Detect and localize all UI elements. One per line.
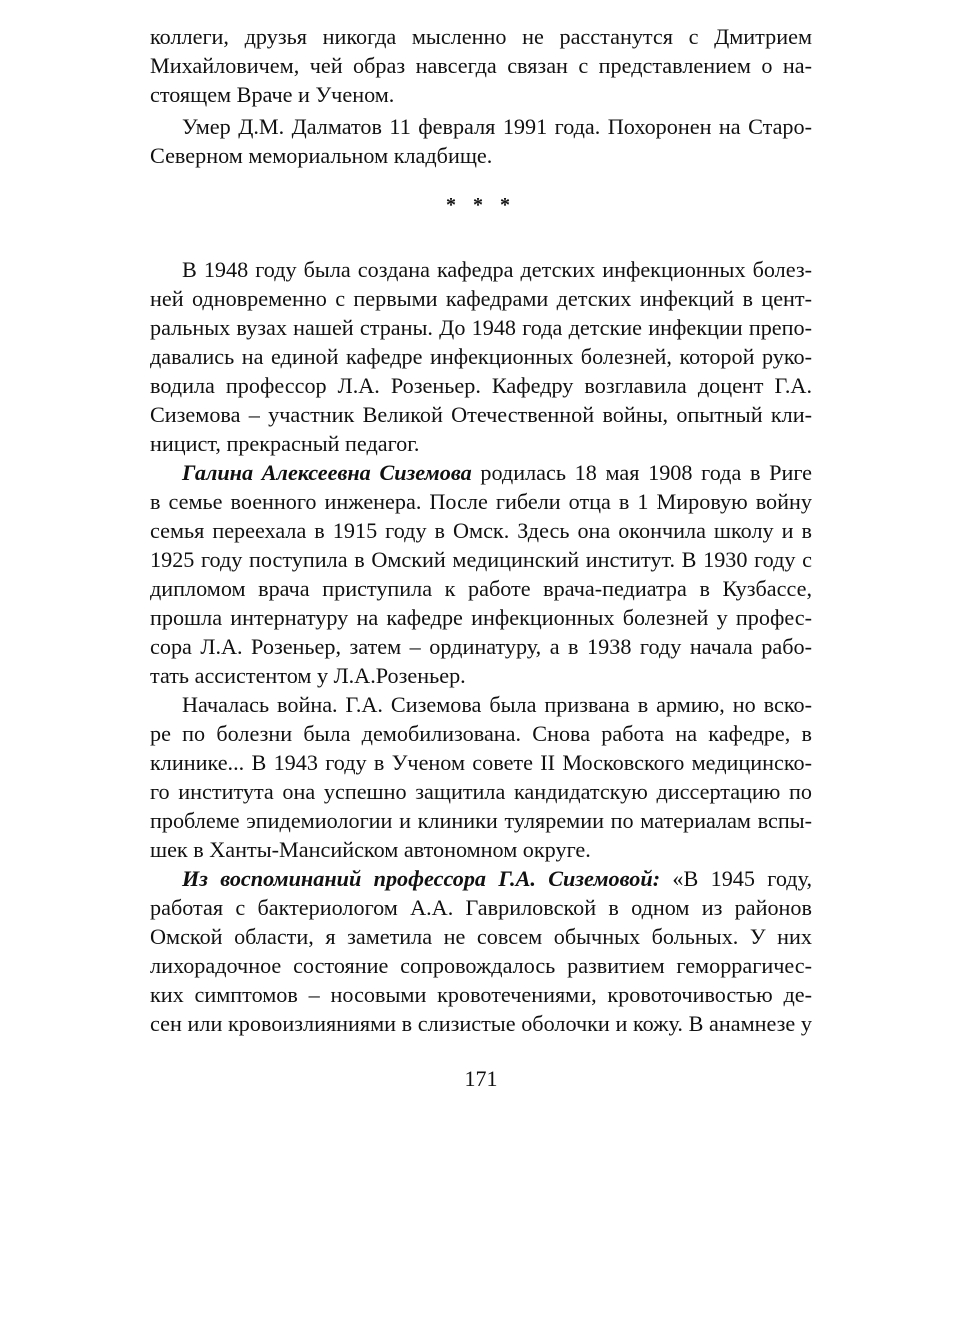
text-line: работая с бактериологом А.А. Гавриловской в одном из районов	[150, 895, 812, 920]
text-line: ницист, прекрасный педагог.	[150, 431, 420, 456]
text-line: стоящем Враче и Ученом.	[150, 82, 395, 107]
text-line: 1925 году поступила в Омский медицинский институт. В 1930 году с	[150, 547, 812, 572]
text-line: сен или кровоизлияниями в слизистые оболочки и кожу. В анамнезе у	[150, 1011, 812, 1036]
page-number: 171	[464, 1066, 498, 1091]
text-line: дипломом врача приступила к работе врача-педиатра в Кузбассе,	[150, 576, 812, 601]
section-separator: * * *	[446, 194, 516, 216]
paragraph-biography	[150, 458, 812, 690]
paragraph-department-history	[150, 255, 812, 458]
text-line: Северном мемориальном кладбище.	[150, 143, 493, 168]
text-run: «В 1945 году,	[660, 866, 812, 891]
text-line: Омской области, я заметила не совсем обычных больных. У них	[150, 924, 812, 949]
text-line: В 1948 году была создана кафедра детских инфекционных болез-	[182, 257, 812, 282]
text-line: семья переехала в 1915 году в Омск. Здесь она окончила школу и в	[150, 518, 812, 543]
text-line: водила профессор Л.А. Розеньер. Кафедру возглавила доцент Г.А.	[150, 373, 812, 398]
text-line: ней одновременно с первыми кафедрами детских инфекций в цент-	[150, 286, 812, 311]
text-line: проблеме эпидемиологии и клиники туляремии по материалам вспы-	[150, 808, 812, 833]
text-line: в семье военного инженера. После гибели отца в 1 Мировую войну	[150, 489, 812, 514]
text-line: го института она успешно защитила кандидатскую диссертацию по	[150, 779, 812, 804]
text-line: сора Л.А. Розеньер, затем – ординатуру, а в 1938 году начала рабо-	[150, 634, 812, 659]
text-run: родилась 18 мая 1908 года в Риге	[471, 460, 812, 485]
text-line: Началась война. Г.А. Сиземова была призвана в армию, но вско-	[182, 692, 812, 717]
paragraph-death-notice	[150, 112, 812, 170]
text-line: клинике... В 1943 году в Ученом совете II Московского медицинско-	[150, 750, 812, 775]
text-line: Сиземова – участник Великой Отечественной войны, опытный кли-	[150, 402, 812, 427]
text-line	[150, 864, 812, 893]
text-line: давались на единой кафедре инфекционных болезней, которой руко-	[150, 344, 812, 369]
text-line: ральных вузах нашей страны. До 1948 года детские инфекции препо-	[150, 315, 812, 340]
paragraph-war-years	[150, 690, 812, 864]
text-line: Михайловичем, чей образ навсегда связан с представлением о на-	[150, 53, 812, 78]
text-line	[150, 458, 812, 487]
text-line: коллеги, друзья никогда мысленно не расстанутся с Дмитрием	[150, 24, 812, 49]
text-line: ких симптомов – носовыми кровотечениями, кровоточивостью де-	[150, 982, 812, 1007]
text-line: тать ассистентом у Л.А.Розеньер.	[150, 663, 466, 688]
text-line: прошла интернатуру на кафедре инфекционных болезней у профес-	[150, 605, 812, 630]
person-name: Галина Алексеевна Сиземова	[182, 460, 472, 485]
text-line: Умер Д.М. Далматов 11 февраля 1991 года. Похоронен на Старо-	[182, 114, 812, 139]
quote-lead: Из воспоминаний профессора Г.А. Сиземовой:	[182, 866, 661, 891]
text-line: ре по болезни была демобилизована. Снова работа на кафедре, в	[150, 721, 812, 746]
paragraph-continuation	[150, 22, 812, 109]
paragraph-memoir-quote	[150, 864, 812, 1038]
text-line: лихорадочное состояние сопровождалось развитием геморрагичес-	[150, 953, 812, 978]
text-line: шек в Ханты-Мансийском автономном округе.	[150, 837, 591, 862]
